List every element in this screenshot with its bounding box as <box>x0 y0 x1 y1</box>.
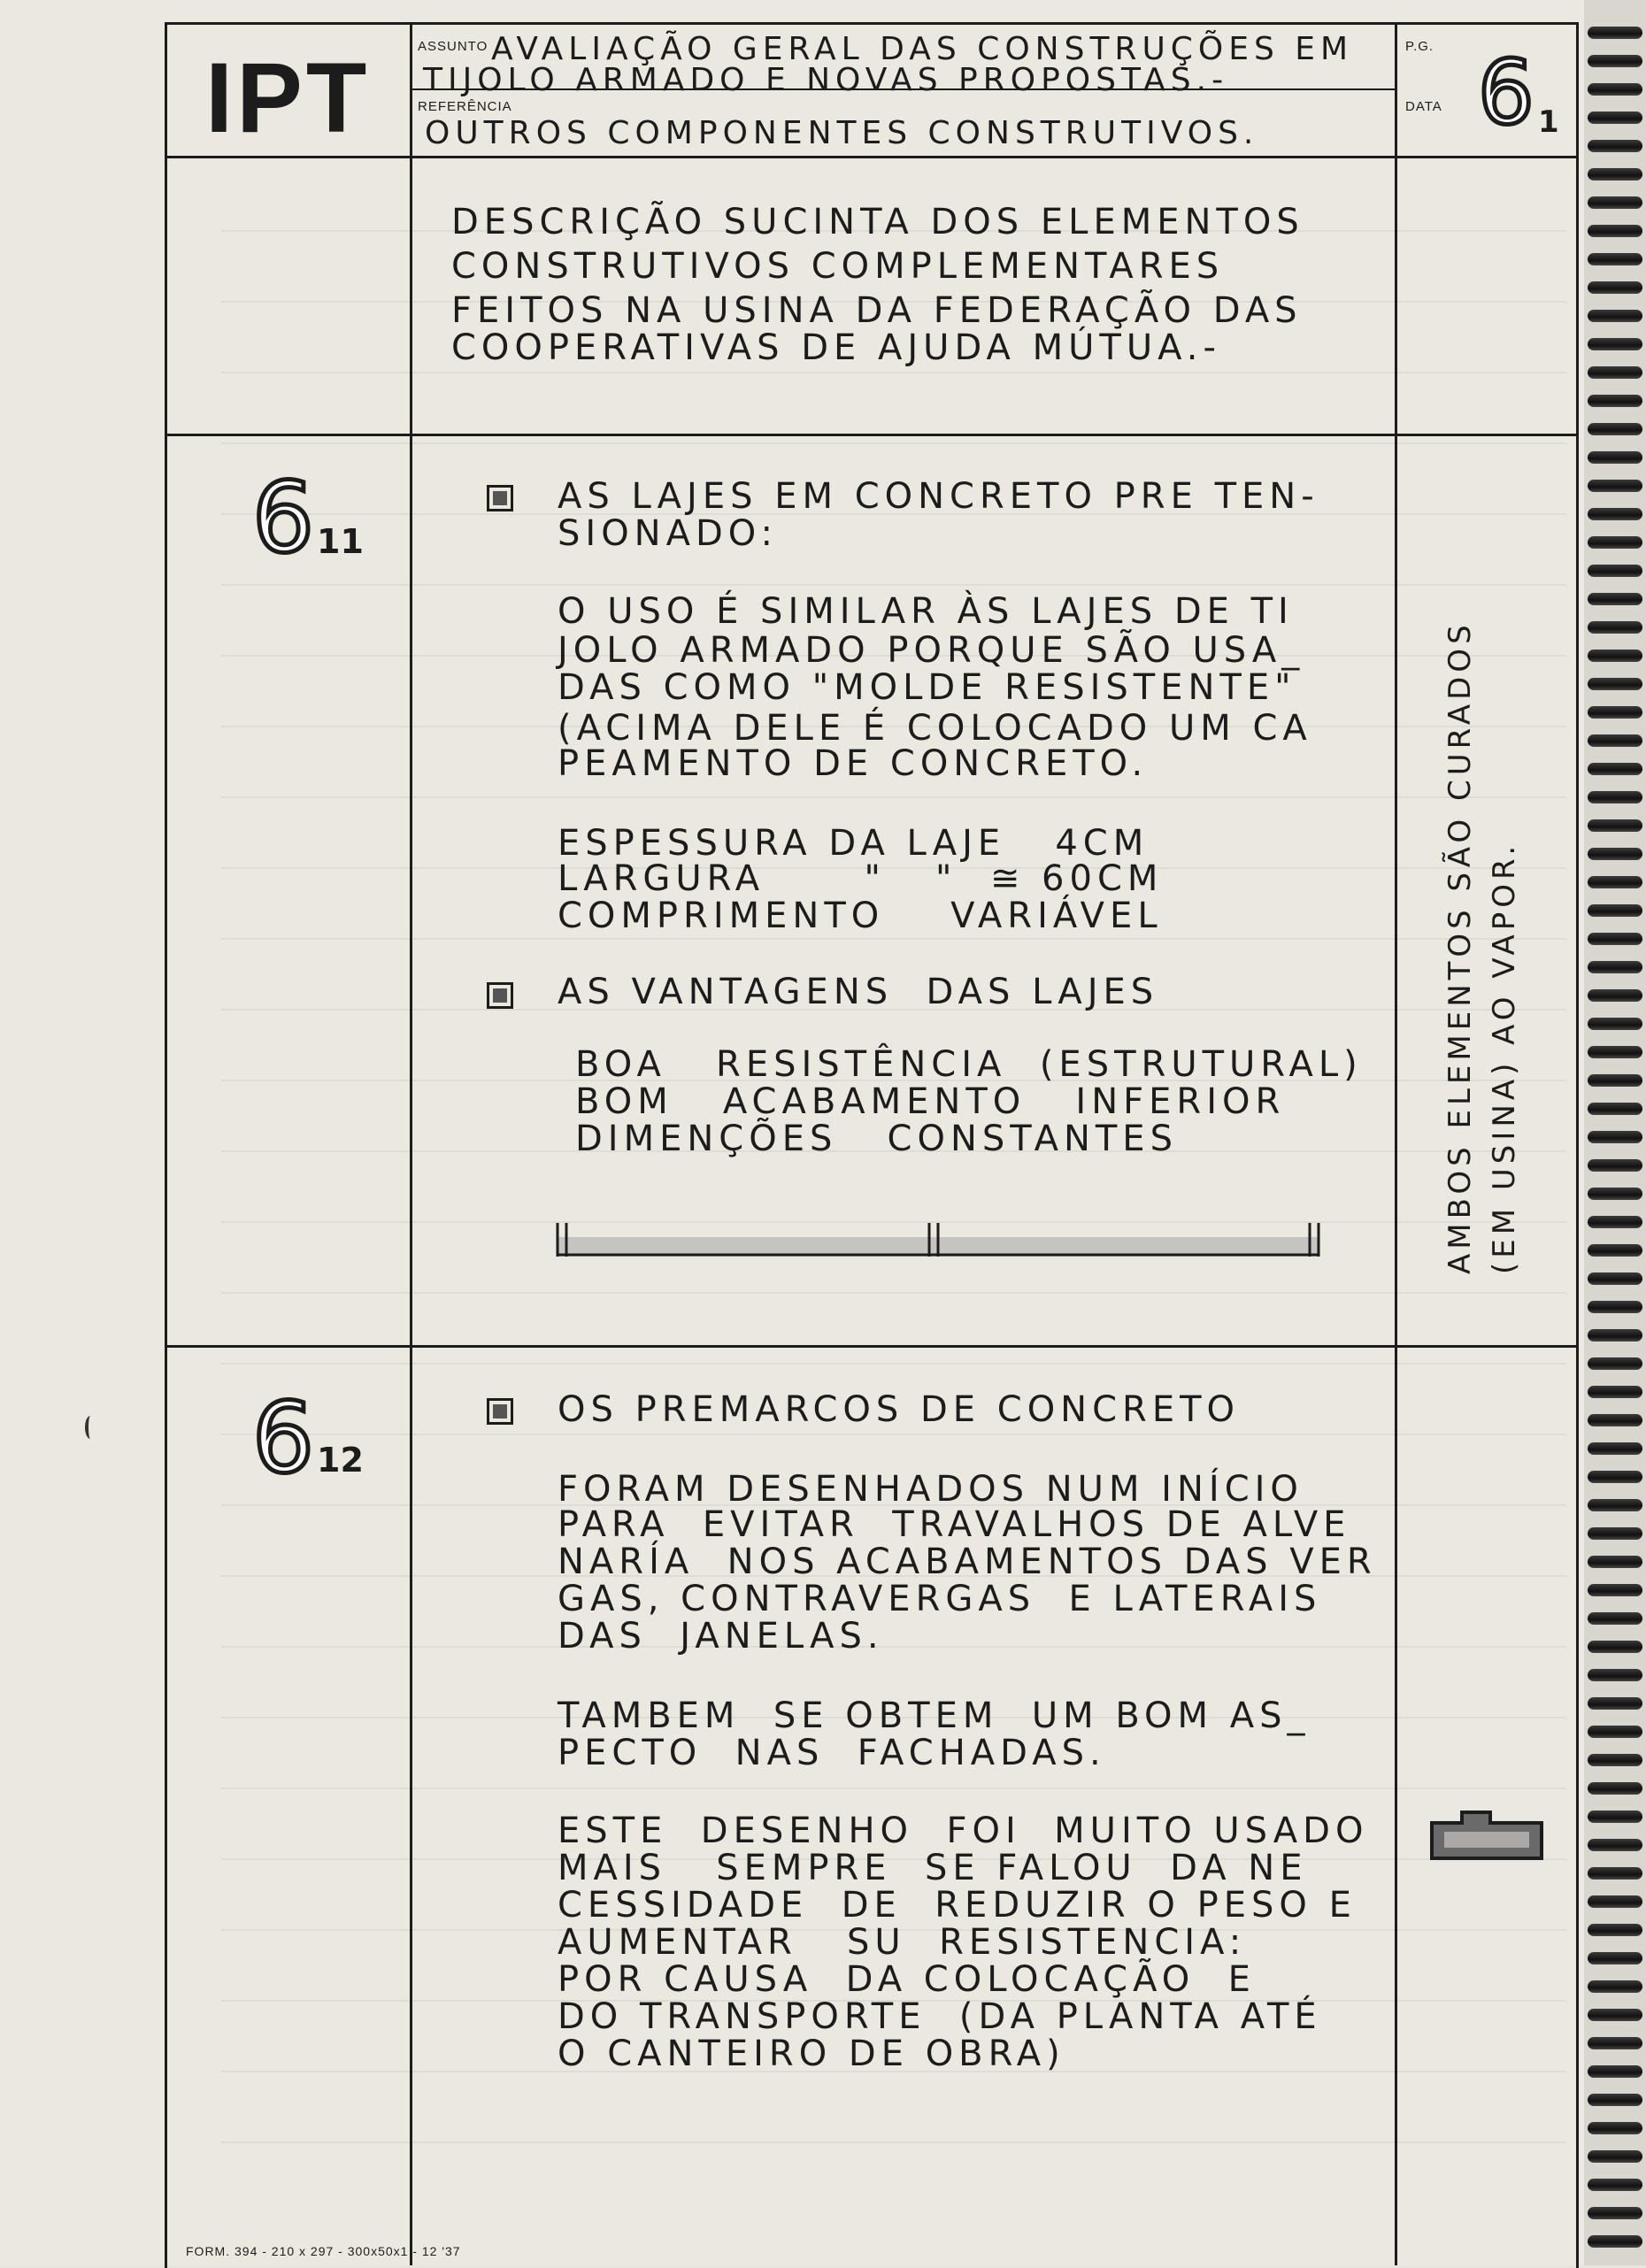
binding-ring <box>1588 1839 1642 1851</box>
s612-line-9: ESTE DESENHO FOI MUITO USADO <box>558 1811 1369 1851</box>
binding-ring <box>1588 593 1642 605</box>
referencia-label: REFERÊNCIA <box>418 99 512 114</box>
s612-line-14: DO TRANSPORTE (DA PLANTA ATÉ <box>558 1996 1322 2037</box>
binding-ring <box>1588 1584 1642 1596</box>
binding-ring <box>1588 253 1642 265</box>
s611-line-9: LARGURA " " ≅ 60CM <box>558 858 1164 899</box>
checkbox-611-b <box>487 982 513 1009</box>
binding-ring <box>1588 2150 1642 2163</box>
page-number: 6 <box>1478 41 1534 144</box>
section-611-number: 6 <box>252 461 314 574</box>
s612-line-5: GAS, CONTRAVERGAS E LATERAIS <box>558 1579 1322 1619</box>
binding-ring <box>1588 1301 1642 1313</box>
binding-ring <box>1588 140 1642 152</box>
binding-ring <box>1588 338 1642 350</box>
referencia-text: OUTROS COMPONENTES CONSTRUTIVOS. <box>425 115 1259 151</box>
binding-ring <box>1588 2235 1642 2248</box>
s612-line-3: PARA EVITAR TRAVALHOS DE ALVE <box>558 1504 1351 1545</box>
left-column-line <box>410 22 412 2265</box>
s612-line-6: DAS JANELAS. <box>558 1616 884 1657</box>
binding-ring <box>1588 763 1642 775</box>
binding-ring <box>1588 2122 1642 2134</box>
binding-ring <box>1588 2094 1642 2106</box>
binding-ring <box>1588 1726 1642 1738</box>
binding-ring <box>1588 366 1642 379</box>
binding-ring <box>1588 565 1642 577</box>
form-code: FORM. 394 - 210 x 297 - 300x50x1 - 12 '37 <box>186 2244 461 2258</box>
binding-ring <box>1588 961 1642 973</box>
binding-ring <box>1588 1612 1642 1625</box>
binding-ring <box>1588 1471 1642 1483</box>
binding-ring <box>1588 480 1642 492</box>
binding-ring <box>1588 1159 1642 1172</box>
binding-ring <box>1588 734 1642 747</box>
intro-line-3: FEITOS NA USINA DA FEDERAÇÃO DAS <box>451 290 1303 331</box>
page-number-sub: 1 <box>1538 104 1559 140</box>
binding-ring <box>1588 27 1642 39</box>
binding-ring <box>1588 876 1642 888</box>
s612-line-2: FORAM DESENHADOS NUM INÍCIO <box>558 1469 1304 1510</box>
s612-line-7: TAMBEM SE OBTEM UM BOM AS_ <box>558 1695 1311 1736</box>
binding-ring <box>1588 819 1642 832</box>
s612-line-8: PECTO NAS FACHADAS. <box>558 1733 1106 1773</box>
binding-ring <box>1588 1188 1642 1200</box>
binding-ring <box>1588 1131 1642 1143</box>
s611-line-3: O USO É SIMILAR ÀS LAJES DE TI <box>558 591 1294 632</box>
binding-ring <box>1588 1527 1642 1540</box>
s611-line-10: COMPRIMENTO VARIÁVEL <box>558 896 1163 936</box>
right-column-line <box>1395 22 1397 2265</box>
checkbox-611-a <box>487 485 513 511</box>
binding-ring <box>1588 1018 1642 1030</box>
binding-ring <box>1588 1669 1642 1681</box>
binding-ring <box>1588 2207 1642 2219</box>
binding-ring <box>1588 83 1642 96</box>
binding-ring <box>1588 1924 1642 1936</box>
binding-ring <box>1588 281 1642 294</box>
binding-ring <box>1588 989 1642 1002</box>
margin-mark <box>85 1416 96 1439</box>
s611-line-2: SIONADO: <box>558 513 779 554</box>
binding-ring <box>1588 706 1642 719</box>
binding-ring <box>1588 55 1642 67</box>
s612-line-13: POR CAUSA DA COLOCAÇÃO E <box>558 1959 1256 2000</box>
s611-line-4: JOLO ARMADO PORQUE SÃO USA_ <box>558 630 1305 671</box>
s611-line-1: AS LAJES EM CONCRETO PRE TEN- <box>558 476 1319 517</box>
binding-ring <box>1588 1386 1642 1398</box>
side-note-1: AMBOS ELEMENTOS SÃO CURADOS <box>1442 620 1478 1274</box>
s612-line-4: NARÍA NOS ACABAMENTOS DAS VER <box>558 1541 1377 1582</box>
s611-line-13: BOM ACABAMENTO INFERIOR <box>575 1081 1286 1122</box>
binding-ring <box>1588 1980 1642 1993</box>
assunto-line-1: AVALIAÇÃO GERAL DAS CONSTRUÇÕES EM <box>491 31 1354 67</box>
s612-line-1: OS PREMARCOS DE CONCRETO <box>558 1389 1241 1430</box>
binding-ring <box>1588 1811 1642 1823</box>
checkbox-612 <box>487 1398 513 1425</box>
binding-ring <box>1588 678 1642 690</box>
binding-ring <box>1588 904 1642 917</box>
section-612-number: 6 <box>252 1381 314 1495</box>
s611-line-14: DIMENÇÕES CONSTANTES <box>575 1119 1178 1159</box>
binding-ring <box>1588 1216 1642 1228</box>
s611-line-11: AS VANTAGENS DAS LAJES <box>558 972 1159 1012</box>
binding-ring <box>1588 1074 1642 1087</box>
intro-line-1: DESCRIÇÃO SUCINTA DOS ELEMENTOS <box>451 202 1304 242</box>
s611-line-7: PEAMENTO DE CONCRETO. <box>558 743 1149 784</box>
binding-ring <box>1588 508 1642 520</box>
binding-ring <box>1588 111 1642 124</box>
assunto-line-2: TIJOLO ARMADO E NOVAS PROPOSTAS.- <box>423 62 1229 98</box>
slab-section-sketch <box>549 1221 1345 1274</box>
intro-line-4: COOPERATIVAS DE AJUDA MÚTUA.- <box>451 327 1221 368</box>
binding-ring <box>1588 1329 1642 1342</box>
s612-line-10: MAIS SEMPRE SE FALOU DA NE <box>558 1848 1308 1888</box>
section-612-sub: 12 <box>317 1441 364 1480</box>
binding-ring <box>1588 2009 1642 2021</box>
section-611-sub: 11 <box>317 522 364 561</box>
s612-line-12: AUMENTAR SU RESISTENCIA: <box>558 1922 1247 1963</box>
binding-ring <box>1588 225 1642 237</box>
binding-ring <box>1588 1244 1642 1257</box>
assunto-label: ASSUNTO <box>418 39 488 54</box>
header-divider <box>165 156 1576 158</box>
intro-divider <box>165 434 1576 436</box>
binding-ring <box>1588 1499 1642 1511</box>
data-label: DATA <box>1405 99 1442 114</box>
spiral-binding <box>1584 0 1646 2265</box>
s611-line-12: BOA RESISTÊNCIA (ESTRUTURAL) <box>575 1044 1363 1085</box>
binding-ring <box>1588 1895 1642 1908</box>
binding-ring <box>1588 848 1642 860</box>
ipt-logo: IPT <box>205 42 371 153</box>
binding-ring <box>1588 1357 1642 1370</box>
s611-line-6: (ACIMA DELE É COLOCADO UM CA <box>558 708 1312 749</box>
binding-ring <box>1588 1442 1642 1455</box>
binding-ring <box>1588 1952 1642 1964</box>
side-note-2: (EM USINA) AO VAPOR. <box>1487 841 1522 1274</box>
binding-ring <box>1588 1103 1642 1115</box>
binding-ring <box>1588 1782 1642 1795</box>
s612-line-15: O CANTEIRO DE OBRA) <box>558 2034 1065 2074</box>
pg-label: P.G. <box>1405 39 1434 54</box>
binding-ring <box>1588 791 1642 803</box>
binding-ring <box>1588 1556 1642 1568</box>
binding-ring <box>1588 196 1642 209</box>
binding-ring <box>1588 536 1642 549</box>
binding-ring <box>1588 1272 1642 1285</box>
binding-ring <box>1588 310 1642 322</box>
section-divider <box>165 1345 1576 1348</box>
binding-ring <box>1588 1697 1642 1710</box>
binding-ring <box>1588 1754 1642 1766</box>
binding-ring <box>1588 933 1642 945</box>
intro-line-2: CONSTRUTIVOS COMPLEMENTARES <box>451 246 1225 287</box>
binding-ring <box>1588 1641 1642 1653</box>
s611-line-5: DAS COMO "MOLDE RESISTENTE" <box>558 667 1296 708</box>
binding-ring <box>1588 451 1642 464</box>
s611-line-8: ESPESSURA DA LAJE 4CM <box>558 823 1150 864</box>
binding-ring <box>1588 2179 1642 2191</box>
premarco-profile-sketch <box>1427 1805 1550 1867</box>
binding-ring <box>1588 1867 1642 1880</box>
binding-ring <box>1588 1046 1642 1058</box>
binding-ring <box>1588 423 1642 435</box>
binding-ring <box>1588 621 1642 634</box>
s612-line-11: CESSIDADE DE REDUZIR O PESO E <box>558 1885 1357 1926</box>
binding-ring <box>1588 1414 1642 1426</box>
binding-ring <box>1588 395 1642 407</box>
binding-ring <box>1588 168 1642 181</box>
binding-ring <box>1588 2037 1642 2049</box>
binding-ring <box>1588 650 1642 662</box>
binding-ring <box>1588 2065 1642 2078</box>
